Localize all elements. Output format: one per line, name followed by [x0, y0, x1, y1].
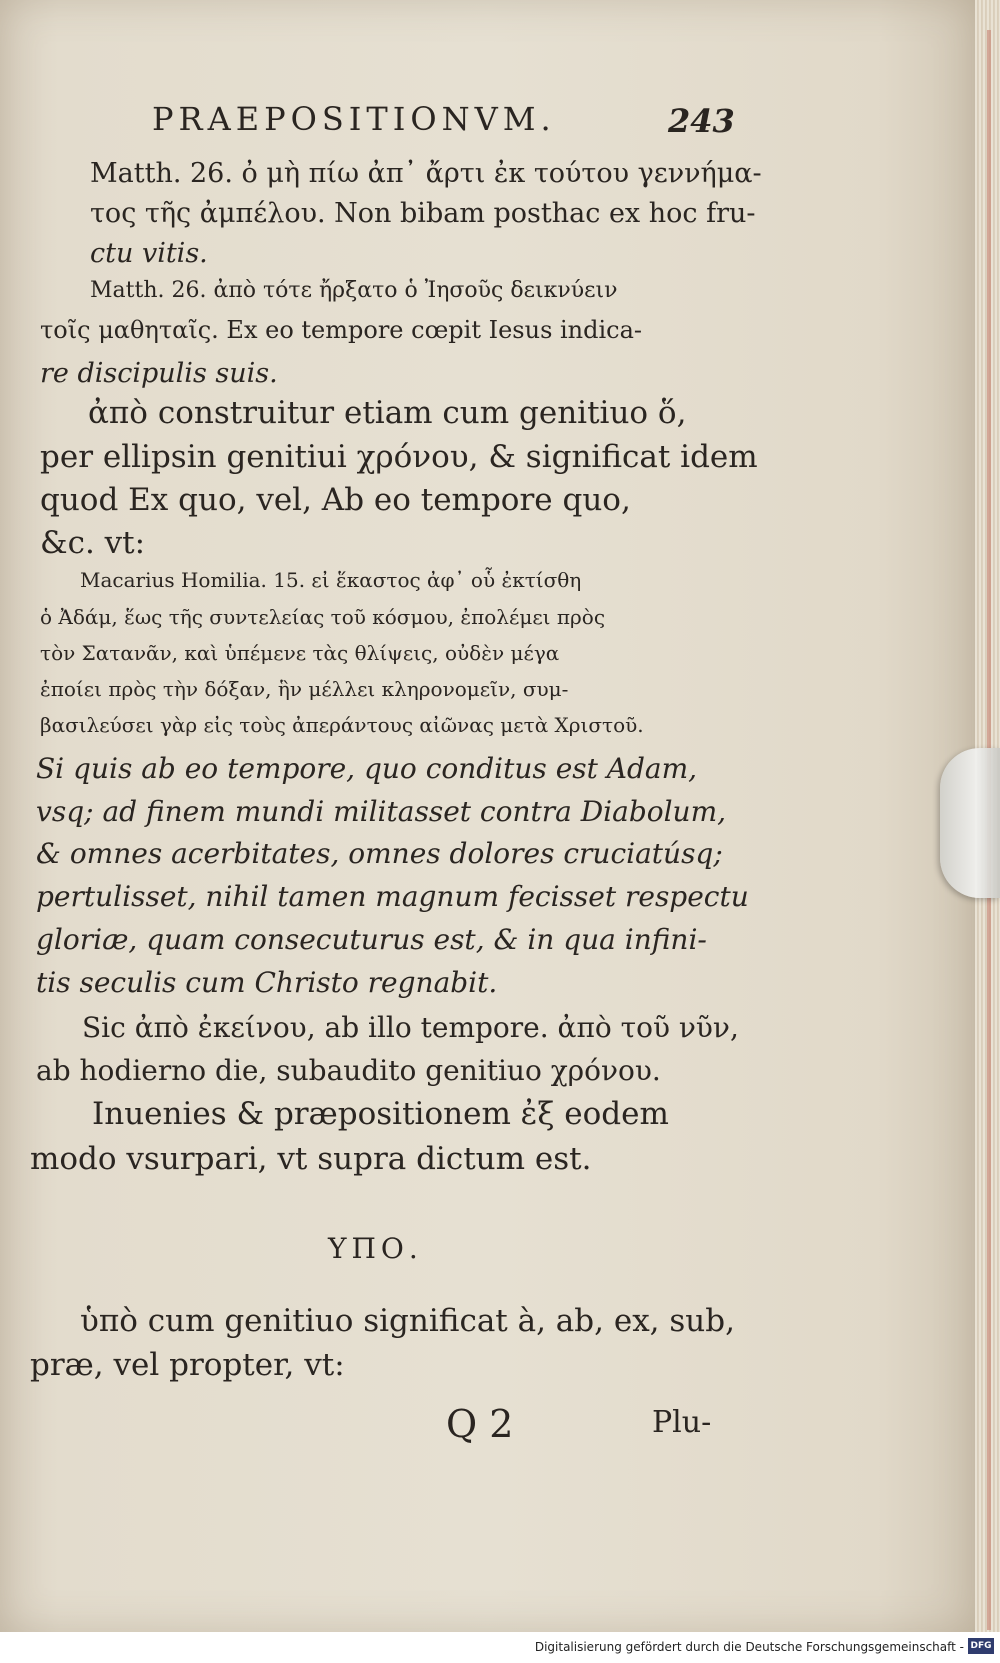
page-number: 243	[668, 102, 735, 140]
greek-quote-line: βασιλεύσει γὰρ εἰς τοὺς ἀπεράντους αἰῶνας μετὰ Χριστοῦ.	[40, 713, 644, 737]
text-line: modo vsurpari, vt supra dictum est.	[30, 1141, 592, 1177]
latin-translation-line: vsq; ad finem mundi militasset contra Diabolum,	[36, 795, 727, 828]
text-line: Inuenies & præpositionem ἐξ eodem	[92, 1096, 669, 1132]
greek-quote-line: ἐποίει πρὸς τὴν δόξαν, ἣν μέλλει κληρονομεῖν, συμ-	[40, 677, 569, 701]
text-line: τοῖς μαθηταῖς. Ex eo tempore cœpit Iesus indica-	[40, 316, 643, 344]
text-line: τος τῆς ἀμπέλου. Non bibam posthac ex hoc fru-	[90, 198, 756, 229]
running-head: PRAEPOSITIONVM.	[152, 100, 556, 138]
text-line: quod Ex quo, vel, Ab eo tempore quo,	[40, 482, 631, 518]
text-line: per ellipsin genitiui χρόνου, & significat idem	[40, 439, 758, 475]
text-line: ab hodierno die, subaudito genitiuo χρόνου.	[36, 1054, 661, 1087]
greek-quote-line: ὁ Ἀδάμ, ἕως τῆς συντελείας τοῦ κόσμου, ἐπολέμει πρὸς	[40, 605, 606, 629]
dfg-logo: DFG	[968, 1638, 994, 1654]
text-line: Matth. 26. ἀπὸ τότε ἤρξατο ὁ Ἰησοῦς δεικνύειν	[90, 278, 618, 303]
text-line: ctu vitis.	[90, 238, 208, 269]
text-line: &c. vt:	[40, 525, 146, 561]
latin-translation-line: Si quis ab eo tempore, quo conditus est Adam,	[36, 752, 698, 785]
text-line: Sic ἀπὸ ἐκείνου, ab illo tempore. ἀπὸ τοῦ νῦν,	[82, 1011, 739, 1044]
text-line: re discipulis suis.	[40, 358, 278, 389]
latin-translation-line: & omnes acerbitates, omnes dolores cruciatúsq;	[36, 837, 723, 870]
catchword: Plu-	[652, 1405, 712, 1440]
latin-translation-line: gloriæ, quam consecuturus est, & in qua infini-	[36, 923, 707, 956]
text-line: ὑπὸ cum genitiuo significat à, ab, ex, sub,	[80, 1303, 735, 1339]
section-heading: ΥΠΟ.	[328, 1232, 423, 1265]
text-line: ἀπὸ construitur etiam cum genitiuo ὅ,	[88, 395, 687, 431]
latin-translation-line: pertulisset, nihil tamen magnum fecisset respectu	[36, 880, 749, 913]
footer-credit: Digitalisierung gefördert durch die Deutsche Forschungsgemeinschaft -	[534, 1640, 964, 1654]
greek-quote-line: Macarius Homilia. 15. εἰ ἕκαστος ἀφ᾽ οὗ ἐκτίσθη	[80, 568, 582, 592]
text-line: Matth. 26. ὀ μὴ πίω ἀπ᾽ ἄρτι ἐκ τούτου γεννήμα-	[90, 158, 762, 189]
signature-mark: Q 2	[446, 1402, 514, 1446]
text-line: præ, vel propter, vt:	[30, 1347, 345, 1383]
latin-translation-line: tis seculis cum Christo regnabit.	[36, 966, 498, 999]
greek-quote-line: τὸν Σατανᾶν, καὶ ὑπέμενε τὰς θλίψεις, οὐδὲν μέγα	[40, 641, 560, 665]
